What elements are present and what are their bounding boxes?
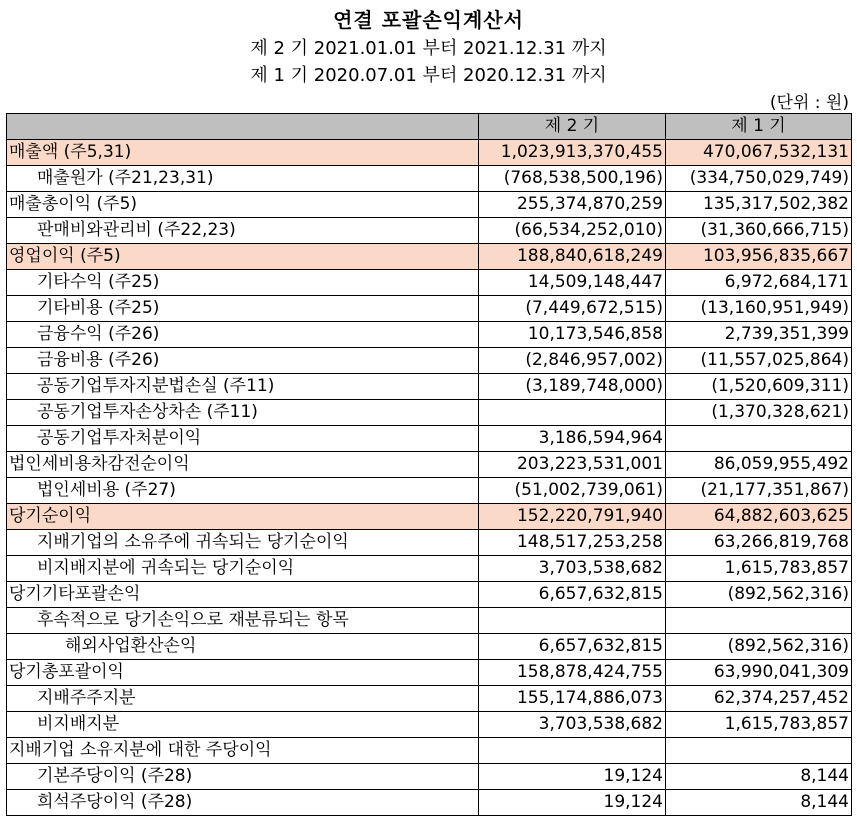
- value-current-period: 19,124: [479, 790, 666, 816]
- value-current-period: 155,174,886,073: [479, 686, 666, 712]
- table-row: [7, 218, 852, 244]
- table-row: [7, 478, 852, 504]
- value-current-period: 152,220,791,940: [479, 504, 666, 530]
- table-row: [7, 244, 852, 270]
- value-current-period: 1,023,913,370,455: [479, 140, 666, 166]
- value-current-period: 148,517,253,258: [479, 530, 666, 556]
- value-prior-period: 86,059,955,492: [666, 452, 852, 478]
- value-prior-period: 103,956,835,667: [666, 244, 852, 270]
- table-row: [7, 374, 852, 400]
- row-label: 당기기타포괄손익: [7, 582, 479, 608]
- table-row: [7, 660, 852, 686]
- value-current-period: 14,509,148,447: [479, 270, 666, 296]
- value-current-period: (51,002,739,061): [479, 478, 666, 504]
- value-prior-period: 2,739,351,399: [666, 322, 852, 348]
- row-label: 금융수익 (주26): [7, 322, 479, 348]
- value-current-period: [479, 608, 666, 634]
- table-row: [7, 582, 852, 608]
- column-header-current: 제 2 기: [479, 114, 666, 140]
- row-label: 공동기업투자지분법손실 (주11): [7, 374, 479, 400]
- table-row: [7, 530, 852, 556]
- table-row: [7, 452, 852, 478]
- row-label: 금융비용 (주26): [7, 348, 479, 374]
- value-current-period: 6,657,632,815: [479, 582, 666, 608]
- value-current-period: 255,374,870,259: [479, 192, 666, 218]
- value-prior-period: [666, 738, 852, 764]
- value-current-period: (3,189,748,000): [479, 374, 666, 400]
- table-row: [7, 296, 852, 322]
- value-prior-period: 63,266,819,768: [666, 530, 852, 556]
- value-current-period: 203,223,531,001: [479, 452, 666, 478]
- value-current-period: 158,878,424,755: [479, 660, 666, 686]
- value-prior-period: [666, 426, 852, 452]
- value-prior-period: (11,557,025,864): [666, 348, 852, 374]
- row-label: 비지배지분에 귀속되는 당기순이익: [7, 556, 479, 582]
- row-label: 후속적으로 당기손익으로 재분류되는 항목: [7, 608, 479, 634]
- value-current-period: 10,173,546,858: [479, 322, 666, 348]
- row-label: 기타비용 (주25): [7, 296, 479, 322]
- table-row: [7, 270, 852, 296]
- value-current-period: (2,846,957,002): [479, 348, 666, 374]
- row-label: 지배기업 소유지분에 대한 주당이익: [7, 738, 479, 764]
- value-current-period: [479, 738, 666, 764]
- value-prior-period: 470,067,532,131: [666, 140, 852, 166]
- column-header-label: [7, 114, 479, 140]
- value-prior-period: (21,177,351,867): [666, 478, 852, 504]
- value-current-period: (66,534,252,010): [479, 218, 666, 244]
- value-prior-period: 64,882,603,625: [666, 504, 852, 530]
- value-prior-period: [666, 608, 852, 634]
- value-prior-period: 63,990,041,309: [666, 660, 852, 686]
- value-current-period: 188,840,618,249: [479, 244, 666, 270]
- row-label: 판매비와관리비 (주22,23): [7, 218, 479, 244]
- row-label: 기타수익 (주25): [7, 270, 479, 296]
- row-label: 당기총포괄이익: [7, 660, 479, 686]
- period-current: 제 2 기 2021.01.01 부터 2021.12.31 까지: [250, 38, 607, 59]
- table-row: [7, 140, 852, 166]
- value-prior-period: 62,374,257,452: [666, 686, 852, 712]
- column-header-prior: 제 1 기: [666, 114, 852, 140]
- row-label: 희석주당이익 (주28): [7, 790, 479, 816]
- value-current-period: 3,703,538,682: [479, 556, 666, 582]
- row-label: 지배주주지분: [7, 686, 479, 712]
- value-prior-period: (1,370,328,621): [666, 400, 852, 426]
- value-prior-period: (13,160,951,949): [666, 296, 852, 322]
- row-label: 법인세비용 (주27): [7, 478, 479, 504]
- value-prior-period: (334,750,029,749): [666, 166, 852, 192]
- value-prior-period: 1,615,783,857: [666, 712, 852, 738]
- table-row: [7, 738, 852, 764]
- row-label: 법인세비용차감전순이익: [7, 452, 479, 478]
- value-current-period: 6,657,632,815: [479, 634, 666, 660]
- row-label: 공동기업투자처분이익: [7, 426, 479, 452]
- value-current-period: (7,449,672,515): [479, 296, 666, 322]
- row-label: 기본주당이익 (주28): [7, 764, 479, 790]
- period-prior: 제 1 기 2020.07.01 부터 2020.12.31 까지: [250, 65, 607, 86]
- value-prior-period: 8,144: [666, 790, 852, 816]
- value-current-period: 19,124: [479, 764, 666, 790]
- value-prior-period: 1,615,783,857: [666, 556, 852, 582]
- value-prior-period: 6,972,684,171: [666, 270, 852, 296]
- value-current-period: (768,538,500,196): [479, 166, 666, 192]
- value-current-period: 3,703,538,682: [479, 712, 666, 738]
- table-row: [7, 348, 852, 374]
- row-label: 매출총이익 (주5): [7, 192, 479, 218]
- value-prior-period: (1,520,609,311): [666, 374, 852, 400]
- income-statement-table: [6, 113, 852, 816]
- statement-title: 연결 포괄손익계산서: [333, 8, 524, 32]
- row-label: 해외사업환산손익: [7, 634, 479, 660]
- value-prior-period: (892,562,316): [666, 634, 852, 660]
- value-prior-period: (31,360,666,715): [666, 218, 852, 244]
- row-label: 비지배지분: [7, 712, 479, 738]
- row-label: 지배기업의 소유주에 귀속되는 당기순이익: [7, 530, 479, 556]
- table-row: [7, 504, 852, 530]
- unit-label: (단위 : 원): [769, 93, 849, 113]
- row-label: 매출액 (주5,31): [7, 140, 479, 166]
- row-label: 매출원가 (주21,23,31): [7, 166, 479, 192]
- table-row: [7, 686, 852, 712]
- table-row: [7, 790, 852, 816]
- value-prior-period: 135,317,502,382: [666, 192, 852, 218]
- table-row: [7, 764, 852, 790]
- table-row: [7, 608, 852, 634]
- table-header-row: [7, 114, 852, 140]
- table-row: [7, 426, 852, 452]
- row-label: 영업이익 (주5): [7, 244, 479, 270]
- table-row: [7, 400, 852, 426]
- value-current-period: 3,186,594,964: [479, 426, 666, 452]
- table-row: [7, 322, 852, 348]
- value-prior-period: 8,144: [666, 764, 852, 790]
- table-row: [7, 192, 852, 218]
- value-current-period: [479, 400, 666, 426]
- value-prior-period: (892,562,316): [666, 582, 852, 608]
- table-row: [7, 634, 852, 660]
- table-body: [7, 140, 852, 816]
- table-row: [7, 166, 852, 192]
- table-row: [7, 556, 852, 582]
- row-label: 당기순이익: [7, 504, 479, 530]
- table-row: [7, 712, 852, 738]
- row-label: 공동기업투자손상차손 (주11): [7, 400, 479, 426]
